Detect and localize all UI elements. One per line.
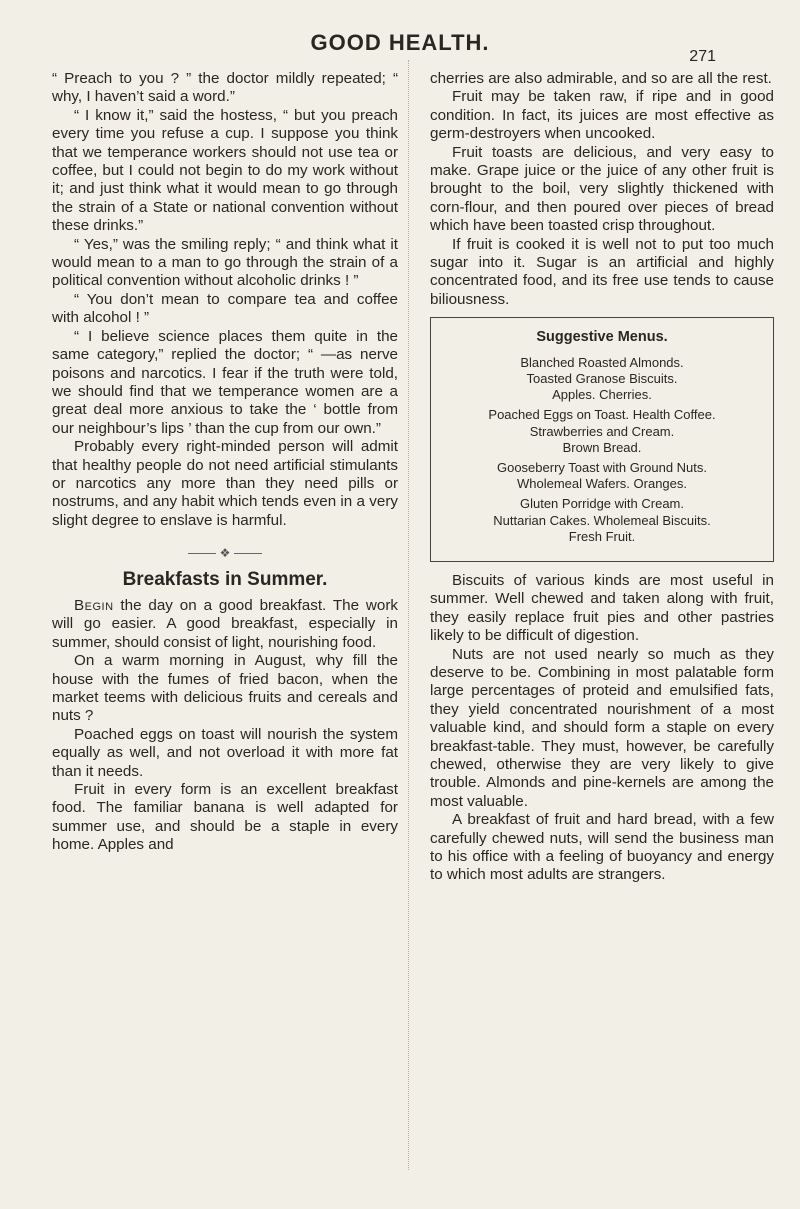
gutter-line xyxy=(408,60,409,1170)
running-head: GOOD HEALTH. xyxy=(310,30,490,55)
menu-group xyxy=(437,460,767,492)
body-paragraph: Poached eggs on toast will nourish the system equally as well, and not overload it with more fat than it needs. xyxy=(52,725,398,780)
body-paragraph: “ Preach to you ? ” the doctor mildly repeated; “ why, I haven’t said a word.” xyxy=(52,70,398,106)
right-column xyxy=(430,70,774,885)
menu-group xyxy=(437,407,767,456)
section-divider-ornament: ❖ xyxy=(52,544,398,562)
body-paragraph: cherries are also admirable, and so are all the rest. xyxy=(430,70,772,87)
left-column xyxy=(52,70,398,855)
menu-title: Suggestive Menus. xyxy=(536,329,668,346)
menu-line: Poached Eggs on Toast. Health Coffee. xyxy=(488,407,716,423)
body-paragraph: Probably every right-minded person will admit that healthy people do not need artificial stimulants or narcotics any more than they need pills or nostrums, and any habit which tends even in a very slight degree to enslave is harmful. xyxy=(52,438,398,529)
menu-line: Blanched Roasted Almonds. xyxy=(520,354,684,370)
body-paragraph: “ You don’t mean to compare tea and coffee with alcohol ! ” xyxy=(52,290,398,327)
body-paragraph: the day on a good breakfast. The work will go easier. A good breakfast, especially in summer, should consist of light, nourishing food. xyxy=(52,596,398,651)
body-paragraph: A breakfast of fruit and hard bread, with a few carefully chewed nuts, will send the business man to his office with a feeling of buoyancy and energy to which most adults are strangers. xyxy=(430,811,774,884)
menu-line: Brown Bread. xyxy=(562,439,642,455)
body-paragraph: Fruit may be taken raw, if ripe and in good condition. In fact, its juices are most effective as germ-destroyers when uncooked. xyxy=(430,88,774,143)
menu-line: Wholemeal Wafers. Oranges. xyxy=(516,476,688,492)
menu-line: Toasted Granose Biscuits. xyxy=(526,370,678,386)
body-paragraph: “ I know it,” said the hostess, “ but you preach every time you refuse a cup. I suppose you think that we temperance workers should not use tea or coffee, but I could not begin to do my work without it; and just think what it would mean to go through the strain of a State or national convention without these drinks.” xyxy=(52,106,398,235)
menu-line: Fresh Fruit. xyxy=(568,528,636,544)
body-paragraph: Fruit in every form is an excellent breakfast food. The familiar banana is well adapted for summer use, and should be a staple in every home. Apples and xyxy=(52,781,398,854)
body-paragraph: “ Yes,” was the smiling reply; “ and think what it would mean to a man to go through the strain of a political convention without alcoholic drinks ! ” xyxy=(52,235,398,290)
body-paragraph: “ I believe science places them quite in the same category,” replied the doctor; “ —as nerve poisons and narcotics. I fear if the truth were told, we should find that we temperance women are a great deal more anxious to take the ‘ bottle from our neighbour’s lips ’ than the cup from our own.” xyxy=(52,327,398,437)
menu-group xyxy=(437,355,767,404)
menu-line: Gooseberry Toast with Ground Nuts. xyxy=(496,459,708,475)
section-heading: Breakfasts in Summer. xyxy=(122,568,328,590)
body-paragraph: On a warm morning in August, why fill the house with the fumes of fried bacon, when the market teems with delicious fruits and cereals and nuts ? xyxy=(52,652,398,725)
page-number: 271 xyxy=(689,48,716,65)
body-paragraph: Biscuits of various kinds are most useful in summer. Well chewed and taken along with fruit, they easily replace fruit pies and other pastries likely to be difficult of digestion. xyxy=(430,571,774,645)
body-paragraph: Nuts are not used nearly so much as they deserve to be. Combining in most palatable form large percentages of proteid and emulsified fats, they yield concentrated nourishment of a most valuable kind, and should form a staple on every breakfast-table. They must, however, be carefully chewed, otherwise they are very likely to give trouble. Almonds and pine-kernels are among the most valuable. xyxy=(430,645,774,810)
menu-line: Nuttarian Cakes. Wholemeal Biscuits. xyxy=(493,512,711,528)
menu-line: Apples. Cherries. xyxy=(552,387,652,403)
menu-group xyxy=(437,496,767,545)
menu-line: Strawberries and Cream. xyxy=(529,423,675,439)
section-first-word: Begin xyxy=(74,596,114,614)
suggestive-menus-box xyxy=(430,317,774,562)
body-paragraph: If fruit is cooked it is well not to put too much sugar into it. Sugar is an artificial and highly concentrated food, and its free use tends to cause biliousness. xyxy=(430,235,774,308)
body-paragraph: Fruit toasts are delicious, and very easy to make. Grape juice or the juice of any other fruit is brought to the boil, very slightly thickened with corn-flour, and then poured over pieces of bread which have been toasted crisp throughout. xyxy=(430,143,774,235)
menu-line: Gluten Porridge with Cream. xyxy=(519,496,684,512)
